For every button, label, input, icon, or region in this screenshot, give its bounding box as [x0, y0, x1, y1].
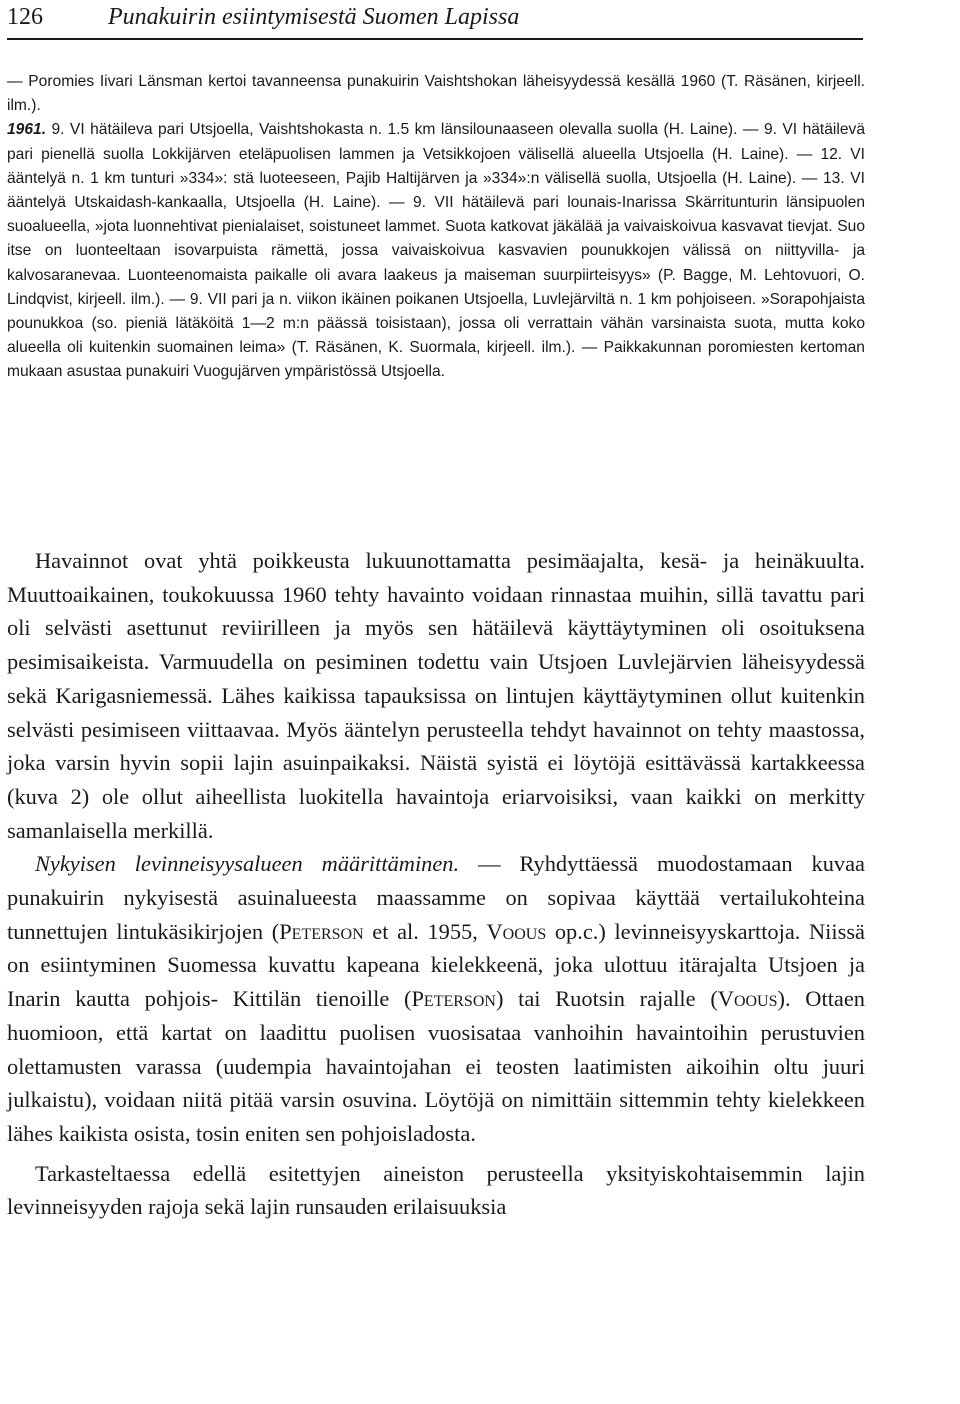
- body-paragraph-1: Havainnot ovat yhtä poikkeusta lukuunottamatta pesimäajalta, kesä- ja heinäkuulta. Muuttoaikainen, toukokuussa 1960 tehty havainto voidaan rinnastaa muihin, sillä tavattu pari oli selvästi asettunut reviirilleen ja myös sen hätäilevä käyttäytyminen oli osoituksena pesimisaikeista. Varmuudella on pesiminen todettu vain Utsjoen Luvlejärvien läheisyydessä sekä Karigasniemessä. Lähes kaikissa tapauksissa on lintujen käyttäytyminen ollut kuitenkin selvästi pesimiseen viittaavaa. Myös ääntelyn perusteella tehdyt havainnot on tehty maastossa, joka varsin hyvin sopii lajin asuinpaikaksi. Näistä syistä ei löytöjä esittävässä kartakkeessa (kuva 2) ole ollut aiheellista luokitella havaintoja eriarvoisiksi, vaan kaikki on merkitty samanlaisella merkillä.: [7, 548, 865, 843]
- section-heading: Nykyisen levinneisyysalueen määrittäminen.: [35, 851, 460, 877]
- body-paragraph-3: Tarkasteltaessa edellä esitettyjen aineiston perusteella yksityiskohtaisemmin lajin levinneisyyden rajoja sekä lajin runsauden erilaisuuksia: [7, 1160, 865, 1220]
- author-voous: Voous: [486, 918, 547, 944]
- paragraph-2-text: — Ryhdyttäessä muodostamaan kuvaa punakuirin nykyisestä asuinalueesta maassamme on sopivaa käyttää vertailukohteina tunnettujen lintukäsikirjojen (: [7, 851, 865, 944]
- observation-entry-1960: — Poromies Iivari Länsman kertoi tavanneensa punakuirin Vaishtshokan läheisyydessä kesällä 1960 (T. Räsänen, kirjeell. ilm.).: [7, 73, 865, 115]
- running-title: Punakuirin esiintymisestä Suomen Lapissa: [108, 4, 520, 30]
- paragraph-2-text: ) tai Ruotsin rajalle (: [495, 986, 718, 1012]
- paragraph-2-text: et al. 1955,: [363, 918, 487, 944]
- paragraph-2-text: ). Ottaen huomioon, että kartat on laadittu puolisen vuosisataa vanhoihin havaintoihin perustuvien olettamusten varassa (uudempia havaintojahan ei teosten laatimisten aikoihin oltu juuri julkaistu), voidaan niitä pitää varsin osuvina. Löytöjä on nimittäin sittemmin tehty kielekkeen lähes kaikista osista, tosin eniten sen pohjoisladosta.: [7, 986, 865, 1146]
- author-peterson: Peterson: [411, 986, 496, 1012]
- author-voous: Voous: [717, 986, 778, 1012]
- paragraph-2-text: op.c.) levinneisyyskarttoja. Niissä on esiintyminen Suomessa kuvattu kapeana kielekkeenä, joka ulottuu itärajalta Utsjoen ja Inarin kautta pohjois- Kittilän tienoille (: [7, 918, 865, 1012]
- page-number: 126: [7, 4, 43, 30]
- observation-records: [7, 70, 865, 385]
- body-paragraph-2: [7, 847, 865, 1150]
- body-text: [7, 544, 865, 1224]
- observation-entry-1961-text: 9. VI hätäileva pari Utsjoella, Vaishtshokasta n. 1.5 km länsilounaaseen olevalla suolla (H. Laine). — 9. VI hätäilevä pari pienellä suolla Lokkijärven eteläpuolisen lammen ja Vetsikkojoen välisellä alueella Utsjoella (H. Laine). — 12. VI ääntelyä n. 1 km tunturi »334»: stä luoteeseen, Pajib Haltijärven ja »334»:n välisellä suolla, Utsjoella (H. Laine). — 13. VI ääntelyä Utskaidash-kankaalla, Utsjoella (H. Laine). — 9. VII hätäilevä pari lounais-Inarissa Skärritunturin länsipuolen suoalueella, »jota luonnehtivat pienialaiset, soistuneet lammet. Suota katkovat jäkälää ja vaivaiskoivua kasvavat tievjat. Suo itse on luonteeltaan isovarpuista rämettä, jossa vaivaiskoivua kasvavien pounukkojen välissä on niittyvilla- ja kalvosaranevaa. Luonteenomaista paikalle oli avara laakeus ja maiseman suurpiirteisyys» (P. Bagge, M. Lehtovuori, O. Lindqvist, kirjeell. ilm.). — 9. VII pari ja n. viikon ikäinen poikanen Utsjoella, Luvlejärviltä n. 1 km pohjoiseen. »Sorapohjaista pounukkoa (so. pieniä lätäköitä 1—2 m:n päässä toisistaan), jossa oli verrattain vähän varsinaista suota, mutta koko alueella oli kuitenkin suomainen leima» (T. Räsänen, K. Suormala, kirjeell. ilm.). — Paikkakunnan poromiesten kertoman mukaan asustaa punakuiri Vuogujärven ympäristössä Utsjoella.: [7, 121, 865, 381]
- observation-entry-1961: [7, 118, 865, 384]
- page-header: [7, 2, 863, 40]
- year-1961: 1961.: [7, 121, 47, 139]
- author-peterson: Peterson: [279, 918, 364, 944]
